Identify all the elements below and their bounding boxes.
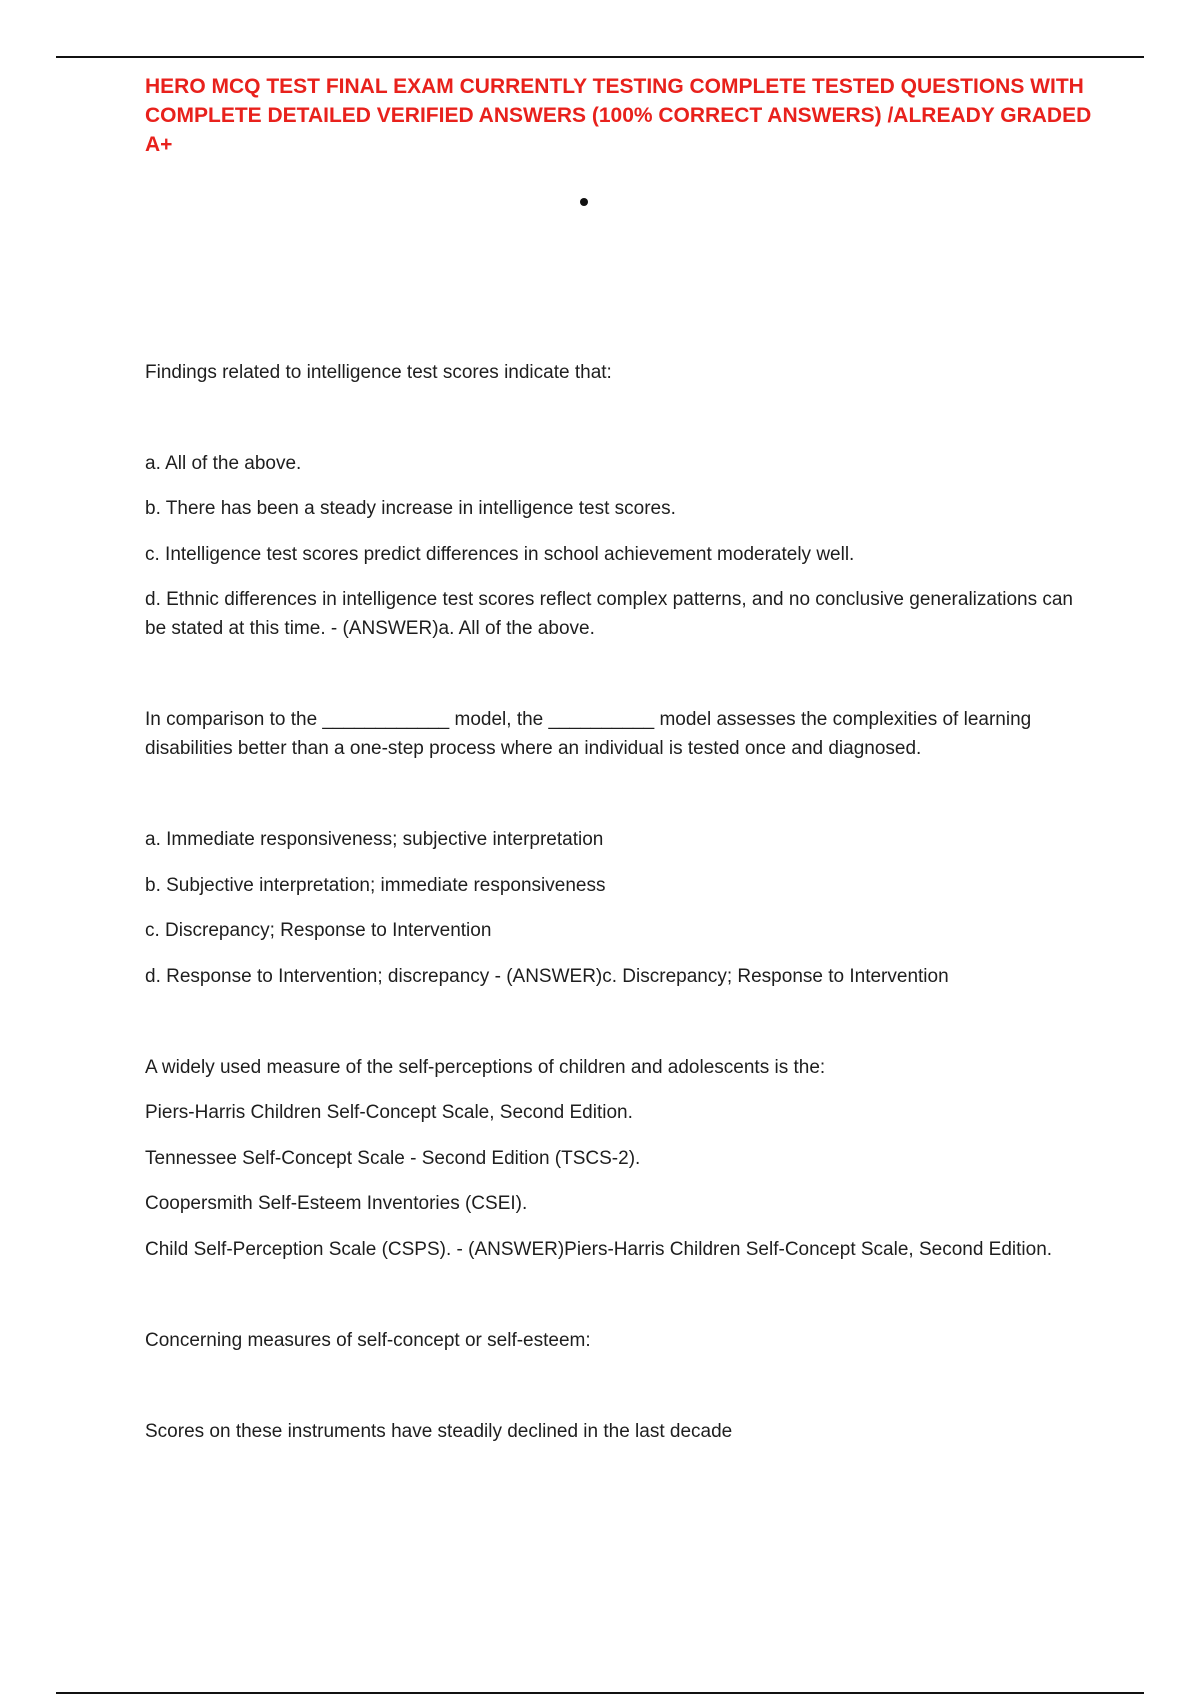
question-3-option-1: Piers-Harris Children Self-Concept Scale, Second Edition. [145,1102,633,1123]
question-1-option-c: c. Intelligence test scores predict differences in school achievement moderately well. [145,544,855,565]
question-2-option-a: a. Immediate responsiveness; subjective interpretation [145,829,604,850]
question-2-option-b: b. Subjective interpretation; immediate responsiveness [145,875,606,896]
question-1-option-b: b. There has been a steady increase in intelligence test scores. [145,498,676,519]
question-3-prompt: A widely used measure of the self-perceptions of children and adolescents is the: [145,1057,826,1078]
footer-rule [56,1692,1144,1694]
question-1-option-d: d. Ethnic differences in intelligence test scores reflect complex patterns, and no conclusive generalizations can be stated at this time. - (ANSWER)a. All of the above. [145,589,1073,639]
question-3-option-4: Child Self-Perception Scale (CSPS). - (ANSWER)Piers-Harris Children Self-Concept Scale, Second Edition. [145,1239,1053,1260]
question-1-option-a: a. All of the above. [145,453,302,474]
question-3-option-2: Tennessee Self-Concept Scale - Second Edition (TSCS-2). [145,1148,641,1169]
header-rule [56,56,1144,58]
question-4-option-1: Scores on these instruments have steadily declined in the last decade [145,1421,733,1442]
document-title: HERO MCQ TEST FINAL EXAM CURRENTLY TESTING COMPLETE TESTED QUESTIONS WITH COMPLETE DETAILED VERIFIED ANSWERS (100% CORRECT ANSWERS) /ALREADY GRADED A+ [145,75,1092,156]
question-4-prompt: Concerning measures of self-concept or self-esteem: [145,1330,591,1351]
question-3-option-3: Coopersmith Self-Esteem Inventories (CSEI). [145,1193,528,1214]
question-1-prompt: Findings related to intelligence test scores indicate that: [145,362,612,383]
question-2-option-c: c. Discrepancy; Response to Intervention [145,920,492,941]
bullet-point [580,198,588,206]
question-2-prompt: In comparison to the ____________ model, the __________ model assesses the complexities of learning disabilities better than a one-step process where an individual is tested once and diagnosed. [145,709,1032,759]
question-2-option-d: d. Response to Intervention; discrepancy - (ANSWER)c. Discrepancy; Response to Intervention [145,966,949,987]
